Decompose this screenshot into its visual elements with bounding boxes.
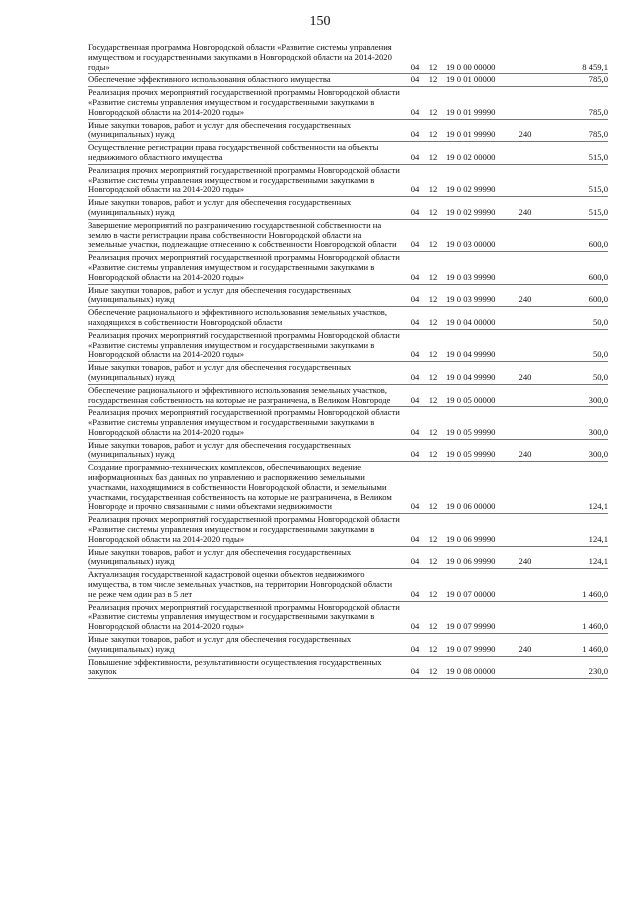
table-row [88,329,608,361]
row-sum: 230,0 [540,656,608,679]
row-section-code: 04 [406,362,424,385]
row-section-code: 04 [406,407,424,439]
row-sum: 785,0 [540,87,608,119]
row-sum: 600,0 [540,252,608,284]
row-target-article: 19 0 03 99990 [442,252,510,284]
row-expense-type: 240 [510,197,540,220]
row-name: Реализация прочих мероприятий государственной программы Новгородской области «Развитие системы управления имуществом и государственными закупками в Новгородской области на 2014-2020 годы» [88,407,406,439]
row-expense-type [510,42,540,74]
table-row [88,601,608,633]
row-section-code: 04 [406,514,424,546]
row-name: Государственная программа Новгородской области «Развитие системы управления имуществом и государственными закупками в Новгородской области на 2014-2020 годы» [88,42,406,74]
row-target-article: 19 0 06 99990 [442,514,510,546]
row-name: Реализация прочих мероприятий государственной программы Новгородской области «Развитие системы управления имуществом и государственными закупками в Новгородской области на 2014-2020 годы» [88,252,406,284]
table-row [88,656,608,679]
row-subsection-code: 12 [424,74,442,87]
row-name: Актуализация государственной кадастровой оценки объектов недвижимого имущества, в том числе земельных участков, на территории Новгородской области не реже чем один раз в 5 лет [88,569,406,601]
row-sum: 515,0 [540,142,608,165]
row-expense-type [510,656,540,679]
row-subsection-code: 12 [424,142,442,165]
row-sum: 600,0 [540,219,608,251]
row-subsection-code: 12 [424,656,442,679]
row-target-article: 19 0 05 99990 [442,439,510,462]
row-name: Реализация прочих мероприятий государственной программы Новгородской области «Развитие системы управления имуществом и государственными закупками в Новгородской области на 2014-2020 годы» [88,514,406,546]
row-subsection-code: 12 [424,407,442,439]
table-row [88,362,608,385]
row-target-article: 19 0 02 00000 [442,142,510,165]
table-row [88,142,608,165]
row-name: Повышение эффективности, результативности осуществления государственных закупок [88,656,406,679]
row-subsection-code: 12 [424,362,442,385]
row-expense-type [510,87,540,119]
row-expense-type [510,219,540,251]
row-subsection-code: 12 [424,252,442,284]
row-subsection-code: 12 [424,284,442,307]
row-subsection-code: 12 [424,462,442,514]
table-row [88,462,608,514]
row-section-code: 04 [406,197,424,220]
row-name: Реализация прочих мероприятий государственной программы Новгородской области «Развитие системы управления имуществом и государственными закупками в Новгородской области на 2014-2020 годы» [88,601,406,633]
row-target-article: 19 0 01 00000 [442,74,510,87]
row-section-code: 04 [406,284,424,307]
row-target-article: 19 0 05 99990 [442,407,510,439]
row-subsection-code: 12 [424,634,442,657]
row-sum: 50,0 [540,362,608,385]
row-target-article: 19 0 08 00000 [442,656,510,679]
table-row [88,569,608,601]
row-expense-type [510,514,540,546]
table-row [88,439,608,462]
row-target-article: 19 0 02 99990 [442,164,510,196]
row-subsection-code: 12 [424,601,442,633]
table-row [88,634,608,657]
row-sum: 50,0 [540,307,608,330]
row-section-code: 04 [406,87,424,119]
table-row [88,384,608,407]
row-name: Иные закупки товаров, работ и услуг для обеспечения государственных (муниципальных) нужд [88,439,406,462]
budget-table-body [88,42,608,679]
row-expense-type [510,601,540,633]
row-section-code: 04 [406,569,424,601]
row-section-code: 04 [406,219,424,251]
row-section-code: 04 [406,656,424,679]
row-subsection-code: 12 [424,514,442,546]
row-section-code: 04 [406,164,424,196]
row-expense-type [510,384,540,407]
row-name: Реализация прочих мероприятий государственной программы Новгородской области «Развитие системы управления имуществом и государственными закупками в Новгородской области на 2014-2020 годы» [88,164,406,196]
row-sum: 50,0 [540,329,608,361]
row-target-article: 19 0 06 00000 [442,462,510,514]
row-section-code: 04 [406,42,424,74]
row-name: Иные закупки товаров, работ и услуг для обеспечения государственных (муниципальных) нужд [88,197,406,220]
row-target-article: 19 0 04 99990 [442,362,510,385]
row-expense-type [510,142,540,165]
row-target-article: 19 0 02 99990 [442,197,510,220]
table-row [88,284,608,307]
row-section-code: 04 [406,634,424,657]
row-target-article: 19 0 07 00000 [442,569,510,601]
row-subsection-code: 12 [424,546,442,569]
row-expense-type [510,252,540,284]
row-subsection-code: 12 [424,569,442,601]
row-subsection-code: 12 [424,439,442,462]
row-name: Обеспечение рационального и эффективного использования земельных участков, находящихся в собственности Новгородской области [88,307,406,330]
row-section-code: 04 [406,439,424,462]
row-section-code: 04 [406,329,424,361]
row-sum: 785,0 [540,119,608,142]
row-section-code: 04 [406,74,424,87]
row-target-article: 19 0 05 00000 [442,384,510,407]
row-name: Реализация прочих мероприятий государственной программы Новгородской области «Развитие системы управления имуществом и государственными закупками в Новгородской области на 2014-2020 годы» [88,329,406,361]
table-row [88,119,608,142]
row-sum: 300,0 [540,439,608,462]
row-section-code: 04 [406,142,424,165]
row-expense-type [510,462,540,514]
row-expense-type: 240 [510,284,540,307]
row-name: Завершение мероприятий по разграничению государственной собственности на землю в части регистрации права собственности Новгородской области на земельные участки, подлежащие отнесению к собственности Новгородской области [88,219,406,251]
row-target-article: 19 0 07 99990 [442,601,510,633]
row-subsection-code: 12 [424,197,442,220]
row-subsection-code: 12 [424,307,442,330]
row-target-article: 19 0 06 99990 [442,546,510,569]
row-section-code: 04 [406,546,424,569]
table-row [88,164,608,196]
table-row [88,197,608,220]
row-section-code: 04 [406,307,424,330]
row-sum: 124,1 [540,462,608,514]
table-row [88,74,608,87]
row-name: Реализация прочих мероприятий государственной программы Новгородской области «Развитие системы управления имуществом и государственными закупками в Новгородской области на 2014-2020 годы» [88,87,406,119]
page-number: 150 [309,14,331,29]
row-target-article: 19 0 00 00000 [442,42,510,74]
row-sum: 1 460,0 [540,569,608,601]
row-name: Обеспечение рационального и эффективного использования земельных участков, государственная собственность на которые не разграничена, в Великом Новгороде [88,384,406,407]
row-section-code: 04 [406,252,424,284]
row-target-article: 19 0 04 99990 [442,329,510,361]
row-section-code: 04 [406,462,424,514]
row-expense-type [510,164,540,196]
row-name: Иные закупки товаров, работ и услуг для обеспечения государственных (муниципальных) нужд [88,284,406,307]
row-expense-type [510,307,540,330]
row-subsection-code: 12 [424,384,442,407]
row-expense-type: 240 [510,634,540,657]
row-sum: 124,1 [540,514,608,546]
row-expense-type: 240 [510,439,540,462]
row-name: Обеспечение эффективного использования областного имущества [88,74,406,87]
row-subsection-code: 12 [424,329,442,361]
row-name: Создание программно-технических комплексов, обеспечивающих ведение информационных баз данных по управлению и распоряжению земельными участками, находящимися в собственности Новгородской области, и земельными участками, государственная собственность на которые не разграничена, в Великом Новгороде и прочно связанными с ними объектами недвижимости [88,462,406,514]
row-target-article: 19 0 03 99990 [442,284,510,307]
row-target-article: 19 0 07 99990 [442,634,510,657]
row-target-article: 19 0 01 99990 [442,87,510,119]
table-row [88,252,608,284]
row-sum: 300,0 [540,407,608,439]
row-sum: 1 460,0 [540,601,608,633]
row-section-code: 04 [406,384,424,407]
row-expense-type: 240 [510,546,540,569]
row-sum: 300,0 [540,384,608,407]
budget-table [88,42,608,679]
row-target-article: 19 0 01 99990 [442,119,510,142]
table-row [88,42,608,74]
row-sum: 515,0 [540,164,608,196]
row-sum: 600,0 [540,284,608,307]
row-subsection-code: 12 [424,219,442,251]
row-expense-type: 240 [510,362,540,385]
row-expense-type [510,407,540,439]
table-row [88,546,608,569]
row-sum: 124,1 [540,546,608,569]
row-expense-type: 240 [510,119,540,142]
row-sum: 8 459,1 [540,42,608,74]
row-subsection-code: 12 [424,119,442,142]
table-row [88,407,608,439]
row-expense-type [510,329,540,361]
row-section-code: 04 [406,601,424,633]
table-row [88,307,608,330]
row-name: Иные закупки товаров, работ и услуг для обеспечения государственных (муниципальных) нужд [88,362,406,385]
table-row [88,87,608,119]
row-subsection-code: 12 [424,87,442,119]
row-target-article: 19 0 03 00000 [442,219,510,251]
table-row [88,514,608,546]
row-name: Иные закупки товаров, работ и услуг для обеспечения государственных (муниципальных) нужд [88,119,406,142]
row-expense-type [510,569,540,601]
row-name: Иные закупки товаров, работ и услуг для обеспечения государственных (муниципальных) нужд [88,546,406,569]
row-target-article: 19 0 04 00000 [442,307,510,330]
row-expense-type [510,74,540,87]
table-row [88,219,608,251]
row-name: Иные закупки товаров, работ и услуг для обеспечения государственных (муниципальных) нужд [88,634,406,657]
row-section-code: 04 [406,119,424,142]
row-sum: 515,0 [540,197,608,220]
row-sum: 1 460,0 [540,634,608,657]
row-subsection-code: 12 [424,164,442,196]
row-sum: 785,0 [540,74,608,87]
row-name: Осуществление регистрации права государственной собственности на объекты недвижимого областного имущества [88,142,406,165]
row-subsection-code: 12 [424,42,442,74]
